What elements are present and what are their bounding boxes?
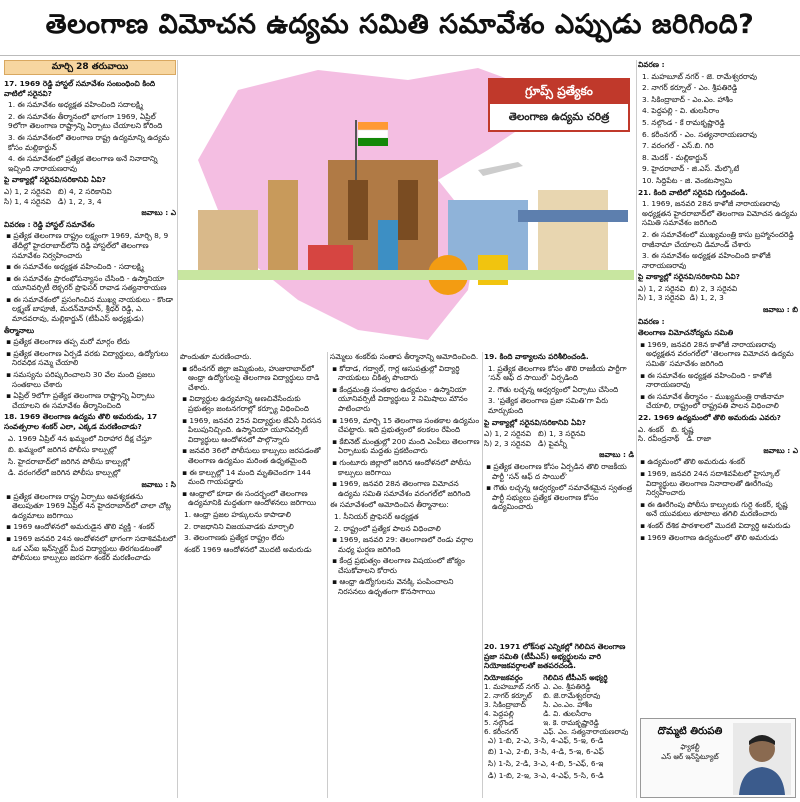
choice: డి) 1, 2, 3 [689,293,724,303]
table-row [484,691,634,700]
choices-row [638,284,798,303]
paragraph: ▪ కేంద్రమంత్రి సంతకాల ఉద్యమం - ఉస్మానియా యూనివర్సిటీ విద్యార్థులు 2 నిమిషాలు మౌనం పాటించారు [330,385,480,414]
cell: ఎఫ్. ఎం. సత్యనారాయణరావు [543,726,629,736]
ground [178,270,634,280]
list-item: 2. నాగర్ కర్నూల్ - ఎం. శ్రీపతిరెడ్డి [642,83,738,93]
column-divider [482,352,483,798]
list-item: 3. తెలంగాణకు ప్రత్యేక రాష్ట్రం లేదు [184,533,285,543]
charminar [538,190,608,270]
header-cell: గెలిచిన టీపీఎస్ అభ్యర్థి [543,672,608,682]
series-badge [488,78,630,138]
question-22: 22. 1969 ఉద్యమంలో తొలి అమరుడు ఎవరు? [638,413,781,422]
explanation-point: ▪ ఈ సమావేశంలో ప్రసంగించిన ముఖ్య నాయకులు - కొండా లక్ష్మణ్ బాపూజీ, మదన్‌మోహన్, శ్రీధర్ రెడ్డి, ఎ. మాదవరావు, మల్లికార్జున్ (టీపీఎస్ అధ్యక్షుడు) [4,295,176,324]
list-item: 1. ఆంధ్రా ప్రజల హక్కులను కాపాడాలి [184,509,291,519]
answer: జవాబు : ఎ [141,208,176,218]
tower [268,180,298,270]
paragraph: ▪ కేబినెట్ మంత్రుల్లో 200 మంది ఎంపీలు తెలంగాణ ఏర్పాటుకు మద్దతు ప్రకటించారు [330,437,480,456]
question-prompt: పై వాక్యాల్లో సరైనవి/సరికానివి ఏవి? [4,175,106,185]
choice: డి. రాజా [686,434,712,444]
list-item: 10. సిద్దిపేట - జి. వెంకటస్వామి [642,175,733,185]
answer: జవాబు : ఎ [763,445,798,455]
cell: 1. మహబూబ్ నగర్ [484,681,540,691]
answer-option: బి) 1-ఎ, 2-బి, 3-సి, 4-డి, 5-ఇ, 6-ఎఫ్ [488,747,604,757]
explanation-point: ▪ శంకర్ దేశిక పాఠశాలలో మొదటి విద్యార్థి అమరుడు [638,521,798,531]
question-prompt: పై వాక్యాల్లో సరైనవి/సరికానివి ఏవి? [638,272,740,282]
explanation-point: ▪ ఈ సమావేశం అధ్యక్షత వహించింది - సదాలక్ష్మి [4,262,176,272]
list-item: 2. రాష్ట్రంలో ప్రత్యేక పాలన విధించాలి [334,523,441,533]
paragraph: ▪ కేంద్ర ప్రభుత్వం తెలంగాణ విషయంలో జోక్యం చేసుకోవాలని కోరారు [330,556,480,575]
option: 2. గౌతు లచ్చన్న ఆధ్వర్యంలో ఏర్పాటు చేసింది [488,384,619,394]
column-divider [327,352,328,798]
table-header [484,673,634,682]
option: 3. ఈ సమావేశంలో తెలంగాణ రాష్ట్ర ఉద్యమాన్ని ఉద్యమ కోసం మల్లికార్జున్ [8,132,170,152]
choice: ఎ. శంకర్ [638,424,665,434]
column-middle-right-top [484,352,634,642]
column-middle-left [180,352,325,797]
paragraph: ▪ 1969, మార్చి 15 తెలంగాణ సంతకాల ఉద్యమం చేపట్టారు. ఇది ప్రభుత్వంలో కలకలం రేపింది [330,416,480,435]
column-right [638,60,798,800]
explanation-point: ▪ ఈ సమావేశం అధ్యక్షత వహించింది - కాళోజీ నారాయణరావు [638,371,798,390]
paragraph: ఈ సమావేశంలో ఆమోదించిన తీర్మానాలు: [330,500,449,510]
paragraph: ▪ గుంటూరు జిల్లాలో జరిగిన ఆందోళనలో పోలీసు కాల్పులు జరిగాయి [330,458,480,477]
author-photo [733,723,791,795]
explanation-point: ▪ ప్రత్యేక తెలంగాణ కోసం ఏర్పడిన తొలి రాజకీయ పార్టీ ‘సన్ ఆఫ్ ద సాయిల్’ [484,462,634,481]
author-role: ఫ్యాకల్టీ [680,743,700,751]
explanation-point: ▪ 1969 తెలంగాణ ఉద్యమంలో తొలి అమరుడు [638,533,798,543]
option: 1. 1969, జనవరి 28న కాళోజీ నారాయణరావు అధ్యక్షతన హైదరాబాద్‌లో తెలంగాణ విమోచన ఉద్యమ సమితి సమావేశం జరిగింది [642,199,798,228]
list-item: 2. రాజధానిని విజయవాడకు మార్చాలి [184,521,294,531]
paragraph: ▪ 1969, జనవరి 28న తెలంగాణ విమోచన ఉద్యమ సమితి సమావేశం వరంగల్‌లో జరిగింది [330,479,480,498]
explanation-point: ▪ 1969, జనవరి 24న సదాశివపేటలో హైస్కూల్ విద్యార్థులు తెలంగాణ నినాదాలతో ఊరేగింపు నిర్వహించారు [638,469,798,498]
answer: జవాబు : డి [599,450,634,460]
resolutions-title: తీర్మానాలు [4,325,35,335]
option: 1. ఈ సమావేశం అధ్యక్షత వహించింది సదాలక్ష్మి [8,100,143,110]
paragraph: ▪ విద్యార్థుల ఉద్యమాన్ని అణచివేసేందుకు ప్రభుత్వం జంటనగరాల్లో కర్ఫ్యూ విధించింది [180,394,325,413]
cell: 6. కరీంనగర్ [484,726,519,736]
option: 3. ‘ప్రత్యేక తెలంగాణ ప్రజా సమితి’గా పేరు మార్చుకుంది [488,396,609,415]
resolution-item: ▪ సమస్యను పరిష్కరించాలని 30 వేల మంది ప్రజలు సంతకాలు చేశారు [4,370,176,389]
option: 2. ఈ సమావేశం తీర్మానంలో భాగంగా 1969, ఏప్రిల్ 9లోగా తెలంగాణ రాష్ట్రాన్ని ఏర్పాటు చేయాలని కోరింది [8,111,163,131]
option: ఎ. 1969 ఏప్రిల్ 4న ఖమ్మంలో నిరాహార దీక్ష చేస్తూ [8,433,152,443]
explanation-point: ▪ ప్రత్యేక తెలంగాణ రాష్ట్ర ఏర్పాటు ఆవశ్యకతను తెలుపుతూ 1969 ఏప్రిల్ 4న హైదరాబాద్‌లో చాలా చోట్ల ఉద్యమాలు జరిగాయి [4,492,176,521]
badge-title: గ్రూప్స్ ప్రత్యేకం [488,78,630,104]
cell: బి. జె.రామేశ్వరరావు [543,690,601,700]
column-middle-right-bottom [484,642,634,798]
list-item: శంకర్ 1969 ఆందోళనలో మొదటి అమరుడు [184,544,312,554]
header-cell: నియోజకవర్గం [484,672,523,682]
explanation-point: ▪ ఈ ఊరేగింపు పోలీసు కాల్పులకు గురై శంకర్, కృష్ణ అనే యువకులు తూటాలు తగిలి మరణించారు [638,500,798,519]
explanation-point: ▪ 1969 జనవరి 24న ఆందోళనలో భాగంగా సదాశివపేటలో ఒక ఎస్‌ఐ ఇన్‌స్పెక్టర్ మీద విద్యార్థులు తిరగబడటంతో పోలీసులు కాల్పులు జరపగా శంకర్ మరణించాడు [4,534,176,563]
author-name: దొమ్మటి తిరుపతి [657,726,723,737]
paragraph: ▪ కోదాడ, గద్వాల్, గార్ల ఆసుపత్రుల్లో విద్యార్థి నాయకులు చికిత్స పొందారు [330,364,480,383]
airplane [478,162,523,176]
answer-option: ఎ) 1-బి, 2-ఎ, 3-సి, 4-ఎఫ్, 5-ఇ, 6-డి [488,735,604,745]
continuation-date: మార్చి 28 తరువాయి [4,60,176,75]
option: సి. హైదరాబాద్‌లో జరిగిన పోలీసు కాల్పుల్లో [8,456,130,466]
cell: సి. ఎం.ఎం. హాశీం [543,699,593,709]
option: 4. ఈ సమావేశంలో ప్రత్యేక తెలంగాణ అనే నినాదాన్ని ఇచ్చింది నారాయణరావు [8,154,158,173]
choice: బి. కృష్ణ [671,424,694,434]
explanation-point: ▪ 1969 ఆందోళనలో అమరుడైన తొలి వ్యక్తి - శంకర్ [4,522,176,532]
question-20: 20. 1971 లోక్‌సభ ఎన్నికల్లో గెలిచిన తెలంగాణ ప్రజా సమితి (టీపీఎస్) అభ్యర్థులను వారి నియోజకవర్గాలతో జతపరచండి. [484,642,626,671]
option: బి. ఖమ్మంలో జరిగిన పోలీసు కాల్పుల్లో [8,445,117,455]
option: 2. ఈ సమావేశంలో ముఖ్యమంత్రి కాసు బ్రహ్మానందరెడ్డి రాజీనామా చేయాలని డిమాండ్ చేశారు [642,229,794,249]
choices-row [4,187,176,206]
list-item: 9. హైదరాబాద్ - జి.ఎస్. మేల్కొటే [642,164,740,174]
choice: సి) 2, 3 సరైనవి [484,438,531,448]
resolution-item: ▪ ఏప్రిల్ 9లోగా ప్రత్యేక తెలంగాణ రాష్ట్రాన్ని ఏర్పాటు చేయాలని ఈ సమావేశం తీర్మానించింది [4,391,176,410]
cell: 4. పెద్దపల్లి [484,708,514,718]
explanation-point: ▪ ఈ సమావేశ తీర్మానం - ముఖ్యమంత్రి రాజీనామా చేయాలి, రాష్ట్రంలో రాష్ట్రపతి పాలన విధించాలి [638,392,798,411]
paragraph: ▪ 1969, జనవరి 25న విద్యార్థుల జేఏసీ నిరసన పిలుపునిచ్చింది. ఉస్మానియా యూనివర్సిటీ విద్యార్థులు ఆందోళనలో పాల్గొన్నారు [180,416,325,445]
cell: 2. నాగర్ కర్నూల్ [484,690,532,700]
answer-option: సి) 1-సి, 2-డి, 3-ఎ, 4-బి, 5-ఎఫ్, 6-ఇ [488,758,604,768]
question-21: 21. కింది వాటిలో సరైనవి గుర్తించండి. [638,187,748,197]
explanation-title: వివరణ : [638,60,665,69]
explanation-point: ▪ ఉద్యమంలో తొలి అమరుడు శంకర్ [638,457,798,467]
list-item: 8. మెదక్ - మల్లికార్జున్ [642,152,708,162]
paragraph: సమ్మెలు శంకర్‌కు సంతాప తీర్మానాన్ని ఆమోదించింది. [330,352,479,361]
paragraph: ▪ కరీంనగర్ జిల్లా జమ్మికుంట, హుజురాబాద్‌లో ఆంధ్రా ఉద్యోగులపై తెలంగాణ విద్యార్థులు దాడి చేశారు. [180,364,325,393]
choice: బి) 4, 2 సరికానివి [58,186,112,196]
column-divider [636,60,637,798]
explanation-point: ▪ 1969, జనవరి 28న కాళోజీ నారాయణరావు అధ్యక్షతన వరంగల్‌లో ‘తెలంగాణ విమోచన ఉద్యమ సమితి’ సమావేశం జరిగింది [638,340,798,369]
question-prompt: పై వాక్యాల్లో సరైనవి/సరికానివి ఏవి? [484,417,586,427]
table-row [484,727,634,736]
paragraph: పొందుతూ మరణించారు. [180,352,252,361]
cell: 3. సికింద్రాబాద్ [484,699,526,709]
table-row [484,709,634,718]
choice: ఎ) 1, 2 సరైనవి [484,429,531,439]
explanation-title: వివరణ : [638,316,665,326]
list-item: 4. పెద్దపల్లి - వి. తులసీరాం [642,106,720,116]
explanation-point: ▪ ప్రత్యేక తెలంగాణ రాష్ట్రం లక్ష్యంగా 1969, మార్చి 8, 9 తేదీల్లో హైదరాబాద్‌లోని రెడ్డి హాస్టల్‌లో తెలంగాణ సమావేశం నిర్వహించారు [4,231,176,260]
question-19: 19. కింది వాక్యాలను పరిశీలించండి. [484,352,589,361]
choice: సి) 1, 3 సరైనవి [638,293,685,303]
resolution-item: ▪ ప్రత్యేక తెలంగాణ ఏర్పడే వరకు విద్యార్థులు, ఉద్యోగులు నిరవధిక సమ్మె చేయాలి [4,349,176,368]
column-left [4,60,176,798]
choice: డి) పైవన్నీ [537,438,567,448]
author-org: ఎస్ ఆర్ ఇన్‌స్టిట్యూట్ [661,753,719,761]
choices-row [484,429,634,448]
cell: 5. నల్గొండ [484,717,514,727]
match-table [484,673,634,736]
choice: సి) 1, 4 సరైనవి [4,196,51,206]
explanation-point: ▪ గౌతు లచ్చన్న ఆధ్వర్యంలో సమావేశమైన స్వతంత్ర పార్టీ సభ్యులు ప్రత్యేక తెలంగాణ కోసం ఉద్యమించారు [484,483,634,512]
badge-subtitle: తెలంగాణ ఉద్యమ చరిత్ర [488,104,630,132]
choice: ఎ) 1, 2 సరైనవి [638,283,685,293]
cell: ఎ. ఎం. శ్రీపతిరెడ్డి [543,681,591,691]
column-middle [330,352,480,797]
list-item: 1. సీనియర్ ప్రొఫెసర్ అధ్యక్షత [334,511,419,521]
choice: బి) 1, 3 సరైనవి [538,429,586,439]
paragraph: ▪ ఆంధ్రా ఉద్యోగులను వెనక్కి పంపించాలని నిరసనలు ఉధృతంగా కొనసాగాయి [330,577,480,596]
option: 1. ప్రత్యేక తెలంగాణ కోసం తొలి రాజకీయ పార్టీగా ‘సన్ ఆఫ్ ద సాయిల్’ ఏర్పడింది [488,363,627,383]
flag [358,122,388,130]
page-headline: తెలంగాణ విమోచన ఉద్యమ సమితి సమావేశం ఎప్పుడు జరిగింది? [0,0,800,56]
building-left [198,210,258,270]
answer-option: డి) 1-బి, 2-ఇ, 3-ఎ, 4-ఎఫ్, 5-సి, 6-డి [488,770,604,780]
paragraph: ▪ జనవరి 36లో పోలీసులు కాల్పులు జరపడంతో తెలంగాణ ఉద్యమం మరింత ఉధృతమైంది [180,446,325,465]
table-row [484,718,634,727]
question-18: 18. 1969 తెలంగాణ ఉద్యమ తొలి అమరుడు, 17 సంవత్సరాల శంకర్ ఎలా, ఎక్కడ మరణించాడు? [4,412,158,431]
option: 3. ఈ సమావేశం అధ్యక్షత వహించింది కాళోజీ నారాయణరావు [642,251,771,270]
q17-options [4,100,176,173]
list-item: 7. వరంగల్ - ఎస్.బి. గిరి [642,141,714,151]
choices-row [638,425,798,444]
explanation-subtitle: తెలంగాణ విమోచనోద్యమ సమితి [638,328,734,338]
list-item: 5. నల్గొండ - కే రామకృష్ణారెడ్డి [642,117,725,127]
question-17: 17. 1969 రెడ్డి హాస్టల్ సమావేశం సంబంధించి కింది వాటిలో సరైనవి? [4,79,156,98]
paragraph: ▪ ఆంధ్రాలో కూడా ఈ సందర్భంలో తెలంగాణ ఉద్యమానికి మద్దతుగా ఆందోళనలు జరిగాయి [180,489,325,508]
paragraph: ▪ ఈ కాల్పుల్లో 14 మంది మృతిచెందగా 144 మంది గాయపడ్డారు [180,468,325,487]
answer: జవాబు : బి [762,305,798,315]
table-row [484,682,634,691]
explanation-title: వివరణ : రెడ్డి హాస్టల్ సమావేశం [4,219,95,229]
cell: ఇ. కె. రామకృష్ణారెడ్డి [543,717,599,727]
list-item: 1. మహబూబ్ నగర్ - జె. రామేశ్వరరావు [642,71,758,81]
paragraph: ▪ 1969, జనవరి 29: తెలంగాణలో రెండు వర్గాల మధ్య ఘర్షణ జరిగింది [330,535,480,554]
list-item: 6. కరీంనగర్ - ఎం. సత్యనారాయణరావు [642,129,757,139]
resolution-item: ▪ ప్రత్యేక తెలంగాణ తప్ప మరో మార్గం లేదు [4,337,176,347]
table-row [484,700,634,709]
choice: బి) 2, 3 సరైనవి [689,283,738,293]
metro-train [518,210,628,222]
author-box [640,718,796,798]
explanation-point: ▪ ఈ సమావేశం ప్రారంభోపన్యాసం చేసింది - ఉస్మానియా యూనివర్సిటీ లెక్చరర్ ప్రొఫెసర్ రావాడ సత్యనారాయణ [4,274,176,293]
list-item: 3. సికింద్రాబాద్ - ఎం.ఎం. హాశీం [642,94,733,104]
choice: ఎ) 1, 2 సరైనవి [4,186,51,196]
option: డి. వరంగల్‌లో జరిగిన పోలీసు కాల్పుల్లో [8,468,121,478]
choice: సి. రవీంద్రనాథ్ [638,434,680,444]
cell: డి. వి. తులసీరాం [543,708,592,718]
answer: జవాబు : సి [141,479,176,489]
choice: డి) 1, 2, 3, 4 [57,196,102,206]
